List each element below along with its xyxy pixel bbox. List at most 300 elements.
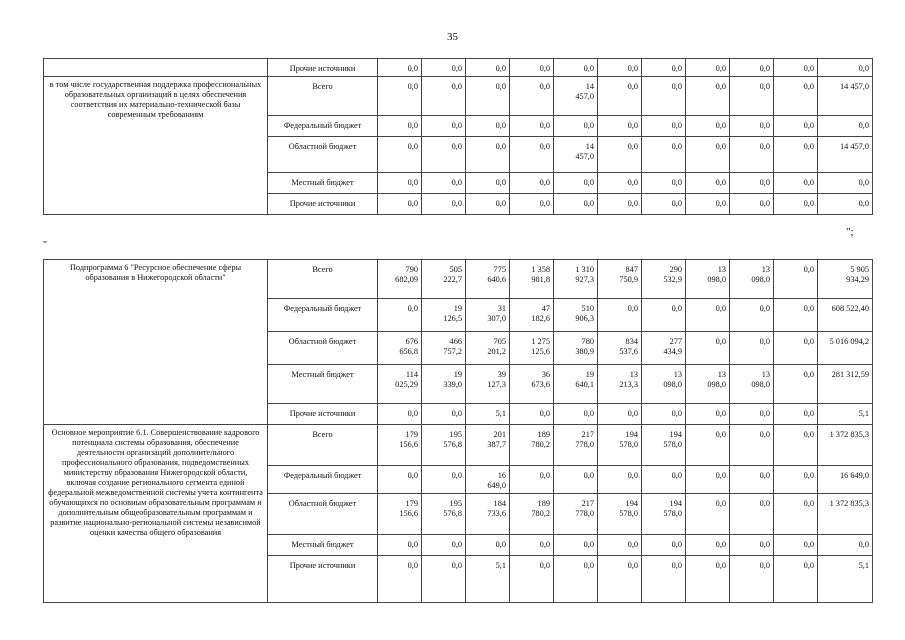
amount-value: 16 649,0 [487,471,506,490]
amount-value: 0,0 [627,540,638,549]
amount-value: 0,0 [539,199,550,208]
amount-cell [554,466,598,494]
amount-cell [686,332,730,365]
amount-cell [730,365,774,404]
amount-cell [554,137,598,173]
amount-cell [774,556,818,603]
amount-cell [466,59,510,77]
amount-cell [378,194,422,215]
amount-cell [510,59,554,77]
amount-value: 0,0 [539,561,550,570]
table-row [44,77,873,116]
amount-cell [466,173,510,194]
funding-source: Местный бюджет [268,365,378,404]
amount-cell [642,77,686,116]
amount-cell [818,194,873,215]
amount-value: 36 673,6 [531,370,550,389]
amount-value: 0,0 [495,540,506,549]
amount-value: 0,0 [539,178,550,187]
amount-cell [598,332,642,365]
amount-value: 5 905 934,29 [846,265,869,284]
funding-source: Федеральный бюджет [268,299,378,332]
amount-cell [510,77,554,116]
amount-value: 0,0 [715,561,726,570]
amount-value: 0,0 [759,304,770,313]
amount-cell [422,332,466,365]
funding-source: Всего [268,77,378,116]
amount-cell [686,260,730,299]
amount-value: 0,0 [671,142,682,151]
table-closing-quote: "; [846,226,854,238]
amount-value: 14 457,0 [839,82,869,91]
amount-value: 114 025,29 [395,370,418,389]
table-row [44,425,873,466]
amount-cell [510,260,554,299]
amount-value: 0,0 [583,121,594,130]
amount-value: 0,0 [715,430,726,439]
amount-cell [818,260,873,299]
amount-value: 0,0 [759,199,770,208]
amount-cell [510,425,554,466]
amount-cell [378,425,422,466]
table-row [44,260,873,299]
amount-cell [510,137,554,173]
amount-value: 1 275 125,6 [531,337,550,356]
amount-value: 5,1 [495,561,506,570]
amount-cell [686,556,730,603]
amount-cell [466,404,510,425]
amount-value: 0,0 [539,540,550,549]
amount-value: 0,0 [451,199,462,208]
amount-value: 0,0 [407,142,418,151]
amount-cell [554,365,598,404]
amount-value: 0,0 [495,178,506,187]
amount-cell [818,332,873,365]
amount-cell [730,425,774,466]
amount-value: 0,0 [451,142,462,151]
amount-value: 790 682,09 [395,265,418,284]
amount-value: 0,0 [759,142,770,151]
amount-value: 0,0 [451,471,462,480]
amount-cell [378,332,422,365]
amount-cell [378,404,422,425]
amount-value: 0,0 [407,561,418,570]
amount-value: 13 098,0 [707,370,726,389]
amount-cell [642,425,686,466]
amount-cell [774,535,818,556]
amount-value: 0,0 [803,499,814,508]
amount-value: 0,0 [715,199,726,208]
amount-value: 1 310 927,3 [575,265,594,284]
amount-cell [730,494,774,535]
amount-cell [818,365,873,404]
amount-cell [554,556,598,603]
amount-value: 0,0 [803,561,814,570]
amount-cell [378,59,422,77]
amount-value: 16 649,0 [839,471,869,480]
funding-source: Всего [268,260,378,299]
program-description: Основное мероприятие 6.1. Совершенствование кадрового потенциала системы образования, обеспечение деятельности организаций дополнительного профессионального образования, подведомственных министерству образования Нижегородской области, включая создание регионального сегмента единой федеральной межведомственной системы учета контингента обучающихся по основным образовательным программам и дополнительным общеобразовательным программам и развитие национально-региональной системы независимой оценки качества общего образования [44,425,268,603]
amount-cell [598,556,642,603]
amount-cell [422,535,466,556]
amount-cell [642,535,686,556]
amount-value: 0,0 [451,82,462,91]
amount-cell [730,404,774,425]
amount-cell [422,77,466,116]
amount-cell [774,365,818,404]
amount-value: 847 750,9 [619,265,638,284]
amount-cell [554,494,598,535]
amount-cell [466,425,510,466]
amount-cell [686,59,730,77]
amount-cell [642,260,686,299]
amount-value: 0,0 [671,121,682,130]
amount-cell [510,556,554,603]
amount-cell [686,299,730,332]
amount-cell [510,299,554,332]
amount-cell [774,404,818,425]
amount-cell [642,494,686,535]
amount-cell [554,173,598,194]
funding-source: Прочие источники [268,556,378,603]
amount-cell [598,404,642,425]
amount-value: 194 578,0 [663,430,682,449]
amount-value: 0,0 [539,142,550,151]
amount-cell [774,425,818,466]
amount-value: 0,0 [627,142,638,151]
amount-value: 0,0 [803,178,814,187]
amount-cell [818,116,873,137]
amount-value: 0,0 [759,430,770,439]
amount-value: 189 780,2 [531,430,550,449]
amount-cell [774,59,818,77]
amount-cell [730,299,774,332]
funding-source: Федеральный бюджет [268,466,378,494]
amount-cell [554,404,598,425]
amount-cell [774,494,818,535]
amount-cell [466,260,510,299]
amount-value: 5 016 094,2 [829,337,869,346]
amount-value: 0,0 [715,121,726,130]
amount-value: 0,0 [715,409,726,418]
amount-cell [730,535,774,556]
amount-value: 13 098,0 [663,370,682,389]
amount-value: 0,0 [495,82,506,91]
amount-cell [554,425,598,466]
amount-cell [466,556,510,603]
amount-value: 0,0 [407,409,418,418]
amount-value: 0,0 [671,82,682,91]
program-description: Подпрограмма 6 "Ресурсное обеспечение сферы образования в Нижегородской области" [44,260,268,425]
amount-cell [686,194,730,215]
amount-value: 0,0 [858,178,869,187]
amount-value: 0,0 [495,142,506,151]
page-number: 35 [447,31,458,43]
amount-value: 19 640,1 [575,370,594,389]
funding-source: Областной бюджет [268,494,378,535]
amount-value: 505 222,7 [443,265,462,284]
amount-value: 0,0 [671,540,682,549]
amount-cell [422,365,466,404]
amount-value: 0,0 [583,64,594,73]
amount-value: 0,0 [759,64,770,73]
amount-value: 0,0 [451,178,462,187]
amount-cell [818,59,873,77]
amount-value: 5,1 [858,409,869,418]
amount-value: 0,0 [759,471,770,480]
amount-cell [598,116,642,137]
amount-cell [598,59,642,77]
amount-value: 13 098,0 [751,370,770,389]
amount-cell [598,77,642,116]
amount-cell [642,365,686,404]
amount-cell [774,260,818,299]
amount-cell [510,466,554,494]
amount-cell [378,494,422,535]
amount-cell [510,404,554,425]
amount-cell [422,194,466,215]
amount-cell [598,494,642,535]
program-description [44,59,268,77]
amount-cell [554,260,598,299]
amount-cell [818,173,873,194]
amount-value: 1 358 981,8 [531,265,550,284]
amount-cell [466,194,510,215]
amount-value: 0,0 [803,199,814,208]
amount-value: 0,0 [671,561,682,570]
amount-value: 14 457,0 [575,142,594,161]
amount-cell [774,332,818,365]
amount-value: 19 339,0 [443,370,462,389]
amount-value: 0,0 [407,540,418,549]
amount-cell [774,137,818,173]
amount-value: 0,0 [803,409,814,418]
amount-value: 0,0 [627,409,638,418]
amount-cell [642,332,686,365]
amount-value: 14 457,0 [575,82,594,101]
amount-value: 0,0 [627,561,638,570]
amount-cell [422,116,466,137]
amount-cell [774,77,818,116]
amount-value: 0,0 [583,178,594,187]
amount-cell [554,332,598,365]
amount-value: 0,0 [715,142,726,151]
amount-cell [818,137,873,173]
amount-value: 0,0 [407,199,418,208]
funding-source: Федеральный бюджет [268,116,378,137]
amount-value: 0,0 [803,265,814,274]
amount-cell [466,466,510,494]
amount-cell [510,173,554,194]
amount-cell [730,116,774,137]
funding-source: Прочие источники [268,59,378,77]
amount-cell [510,332,554,365]
amount-value: 194 578,0 [619,430,638,449]
amount-value: 0,0 [583,409,594,418]
amount-value: 510 906,3 [575,304,594,323]
amount-value: 0,0 [803,540,814,549]
amount-cell [422,59,466,77]
amount-cell [510,365,554,404]
amount-value: 0,0 [803,142,814,151]
amount-value: 0,0 [671,178,682,187]
amount-cell [774,116,818,137]
amount-value: 0,0 [671,199,682,208]
amount-value: 0,0 [803,337,814,346]
table-row [44,59,873,77]
amount-value: 0,0 [627,178,638,187]
amount-cell [686,365,730,404]
amount-cell [686,173,730,194]
amount-value: 184 733,6 [487,499,506,518]
amount-value: 277 434,9 [663,337,682,356]
amount-cell [466,365,510,404]
amount-cell [378,365,422,404]
amount-value: 0,0 [583,540,594,549]
amount-cell [730,137,774,173]
amount-cell [422,173,466,194]
amount-cell [686,137,730,173]
amount-value: 0,0 [627,304,638,313]
amount-cell [466,299,510,332]
amount-value: 466 757,2 [443,337,462,356]
amount-value: 0,0 [627,82,638,91]
amount-cell [730,77,774,116]
amount-cell [598,137,642,173]
amount-cell [510,535,554,556]
amount-value: 179 156,6 [399,499,418,518]
amount-value: 0,0 [759,82,770,91]
amount-value: 0,0 [627,199,638,208]
amount-value: 0,0 [803,471,814,480]
amount-value: 0,0 [583,471,594,480]
amount-cell [378,173,422,194]
amount-value: 0,0 [407,471,418,480]
amount-value: 0,0 [627,121,638,130]
amount-cell [686,77,730,116]
amount-value: 0,0 [803,370,814,379]
amount-cell [730,173,774,194]
amount-cell [378,299,422,332]
funding-source: Прочие источники [268,194,378,215]
amount-cell [422,404,466,425]
amount-cell [642,137,686,173]
amount-value: 0,0 [803,304,814,313]
amount-cell [422,556,466,603]
amount-cell [730,466,774,494]
amount-value: 290 532,9 [663,265,682,284]
amount-value: 0,0 [803,430,814,439]
amount-value: 1 372 835,3 [829,430,869,439]
amount-cell [818,404,873,425]
amount-cell [818,535,873,556]
amount-cell [642,173,686,194]
amount-cell [686,494,730,535]
amount-value: 0,0 [715,304,726,313]
amount-cell [554,77,598,116]
amount-cell [422,137,466,173]
funding-source: Всего [268,425,378,466]
amount-cell [818,494,873,535]
amount-value: 0,0 [759,409,770,418]
amount-cell [598,466,642,494]
amount-value: 0,0 [451,64,462,73]
amount-cell [818,556,873,603]
amount-cell [774,466,818,494]
amount-cell [642,404,686,425]
amount-cell [466,535,510,556]
amount-value: 0,0 [671,304,682,313]
amount-value: 0,0 [759,540,770,549]
amount-value: 0,0 [858,199,869,208]
amount-cell [378,260,422,299]
amount-value: 0,0 [715,82,726,91]
amount-cell [466,332,510,365]
amount-value: 0,0 [759,121,770,130]
amount-value: 189 780,2 [531,499,550,518]
amount-value: 195 576,8 [443,499,462,518]
amount-value: 0,0 [583,199,594,208]
amount-value: 0,0 [715,540,726,549]
amount-cell [598,425,642,466]
amount-value: 0,0 [858,64,869,73]
amount-cell [554,299,598,332]
amount-cell [510,194,554,215]
amount-value: 676 656,8 [399,337,418,356]
amount-cell [378,556,422,603]
amount-value: 0,0 [539,82,550,91]
amount-cell [686,116,730,137]
amount-value: 0,0 [539,121,550,130]
amount-cell [422,299,466,332]
amount-value: 0,0 [539,64,550,73]
amount-value: 0,0 [858,121,869,130]
amount-value: 19 126,5 [443,304,462,323]
amount-cell [642,299,686,332]
amount-cell [818,299,873,332]
amount-value: 775 640,6 [487,265,506,284]
amount-value: 31 307,0 [487,304,506,323]
amount-value: 1 372 835,3 [829,499,869,508]
amount-value: 0,0 [715,499,726,508]
amount-cell [598,299,642,332]
amount-value: 13 098,0 [707,265,726,284]
amount-value: 0,0 [451,121,462,130]
amount-value: 0,0 [759,499,770,508]
amount-value: 13 098,0 [751,265,770,284]
amount-value: 0,0 [671,64,682,73]
funding-table-continued [43,58,873,215]
amount-cell [686,404,730,425]
funding-source: Областной бюджет [268,332,378,365]
amount-value: 0,0 [627,471,638,480]
amount-cell [422,494,466,535]
amount-cell [686,425,730,466]
amount-value: 179 156,6 [399,430,418,449]
amount-cell [510,494,554,535]
amount-value: 0,0 [803,121,814,130]
amount-value: 608 522,40 [831,304,869,313]
amount-value: 0,0 [539,409,550,418]
amount-value: 281 312,59 [831,370,869,379]
amount-cell [466,77,510,116]
program-description: в том числе государственная поддержка профессиональных образовательных организаций в целях обеспечения соответствия их материально-технической базы современным требованиям [44,77,268,215]
amount-cell [554,535,598,556]
amount-cell [774,173,818,194]
amount-cell [730,59,774,77]
amount-value: 194 578,0 [619,499,638,518]
amount-cell [730,332,774,365]
